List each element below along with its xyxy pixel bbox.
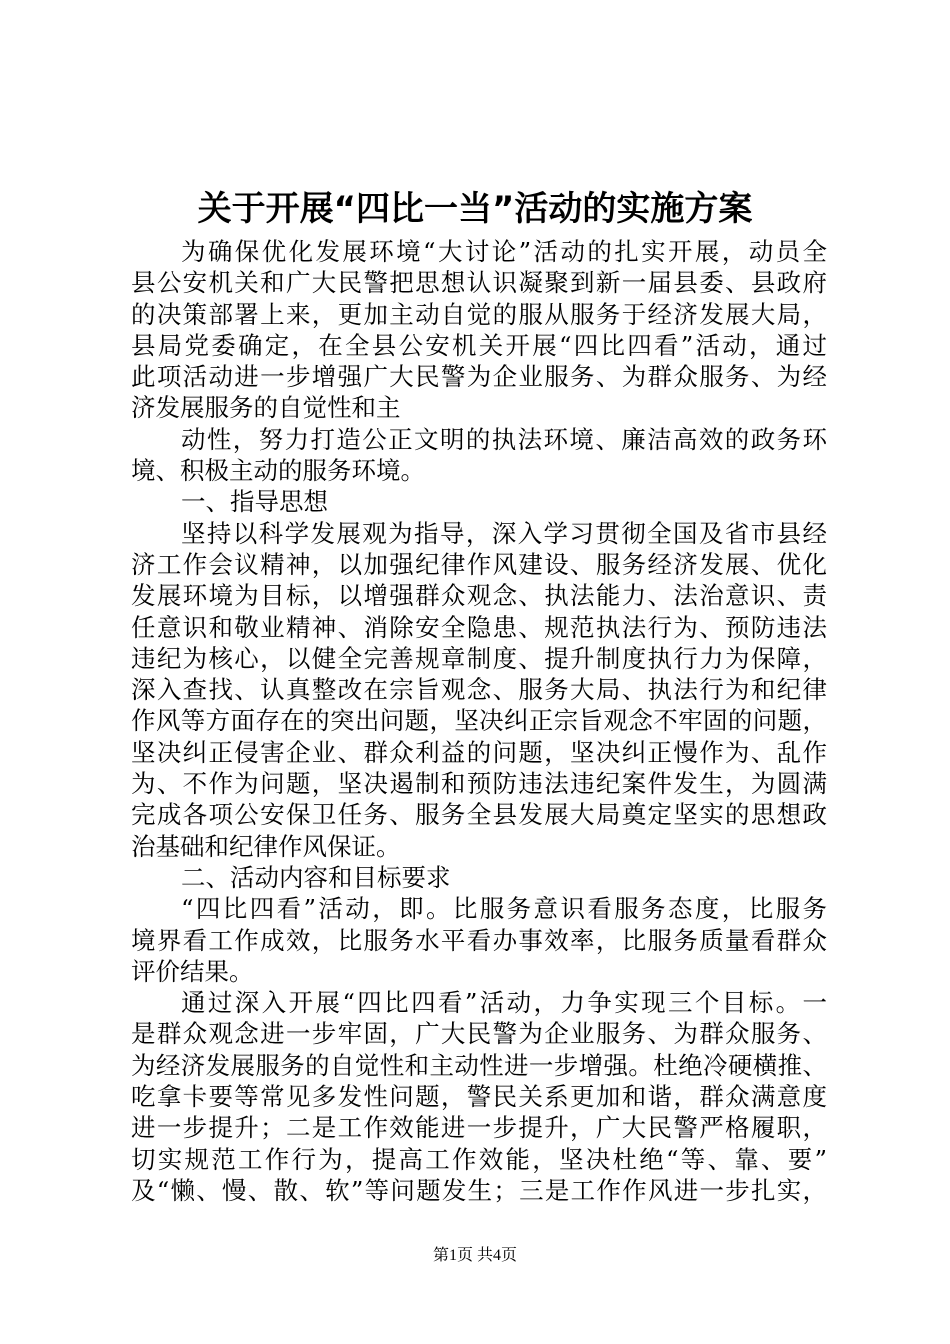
body-line: 深入查找、认真整改在宗旨观念、服务大局、执法行为和纪律: [131, 675, 827, 705]
body-line: 济发展服务的自觉性和主: [131, 393, 401, 423]
body-line: 完成各项公安保卫任务、服务全县发展大局奠定坚实的思想政: [131, 800, 827, 830]
body-line: 坚持以科学发展观为指导，深入学习贯彻全国及省市县经: [181, 518, 827, 548]
body-line: 为经济发展服务的自觉性和主动性进一步增强。杜绝冷硬横推、: [131, 1050, 827, 1080]
body-line: 境、积极主动的服务环境。: [131, 456, 425, 486]
body-line: 县公安机关和广大民警把思想认识凝聚到新一届县委、县政府: [131, 268, 827, 298]
body-line: 切实规范工作行为，提高工作效能，坚决杜绝“等、靠、要”: [131, 1144, 827, 1174]
body-line: 任意识和敬业精神、消除安全隐患、规范执法行为、预防违法: [131, 612, 827, 642]
body-line: 进一步提升；二是工作效能进一步提升，广大民警严格履职，: [131, 1113, 827, 1143]
body-line: 的决策部署上来，更加主动自觉的服从服务于经济发展大局，: [131, 299, 827, 329]
body-line: 此项活动进一步增强广大民警为企业服务、为群众服务、为经: [131, 362, 827, 392]
body-line: 是群众观念进一步牢固，广大民警为企业服务、为群众服务、: [131, 1019, 827, 1049]
body-line: 为、不作为问题，坚决遏制和预防违法违纪案件发生，为圆满: [131, 769, 827, 799]
body-line: 违纪为核心，以健全完善规章制度、提升制度执行力为保障，: [131, 643, 827, 673]
body-line: 通过深入开展“四比四看”活动，力争实现三个目标。一: [181, 988, 827, 1018]
body-line: 一、指导思想: [181, 487, 328, 517]
document-body: [131, 236, 827, 1206]
body-line: 及“懒、慢、散、软”等问题发生；三是工作作风进一步扎实，: [131, 1175, 827, 1205]
body-line: 济工作会议精神，以加强纪律作风建设、服务经济发展、优化: [131, 549, 827, 579]
body-line: 为确保优化发展环境“大讨论”活动的扎实开展，动员全: [181, 237, 827, 266]
body-line: 治基础和纪律作风保证。: [131, 831, 401, 861]
body-line: 发展环境为目标，以增强群众观念、执法能力、法治意识、责: [131, 581, 827, 611]
body-line: 吃拿卡要等常见多发性问题，警民关系更加和谐，群众满意度: [131, 1082, 827, 1112]
body-line: 境界看工作成效，比服务水平看办事效率，比服务质量看群众: [131, 925, 827, 955]
body-line: “四比四看”活动，即。比服务意识看服务态度，比服务: [181, 894, 827, 924]
body-line: 动性，努力打造公正文明的执法环境、廉洁高效的政务环: [181, 424, 827, 454]
body-line: 评价结果。: [131, 956, 254, 986]
body-line: 作风等方面存在的突出问题，坚决纠正宗旨观念不牢固的问题，: [131, 706, 827, 736]
body-line: 坚决纠正侵害企业、群众利益的问题，坚决纠正慢作为、乱作: [131, 737, 827, 767]
page-footer: 第1页 共4页: [432, 1247, 517, 1264]
body-line: 二、活动内容和目标要求: [181, 862, 451, 892]
document-title: 关于开展“四比一当”活动的实施方案: [197, 189, 753, 229]
body-line: 县局党委确定，在全县公安机关开展“四比四看”活动，通过: [131, 330, 827, 360]
